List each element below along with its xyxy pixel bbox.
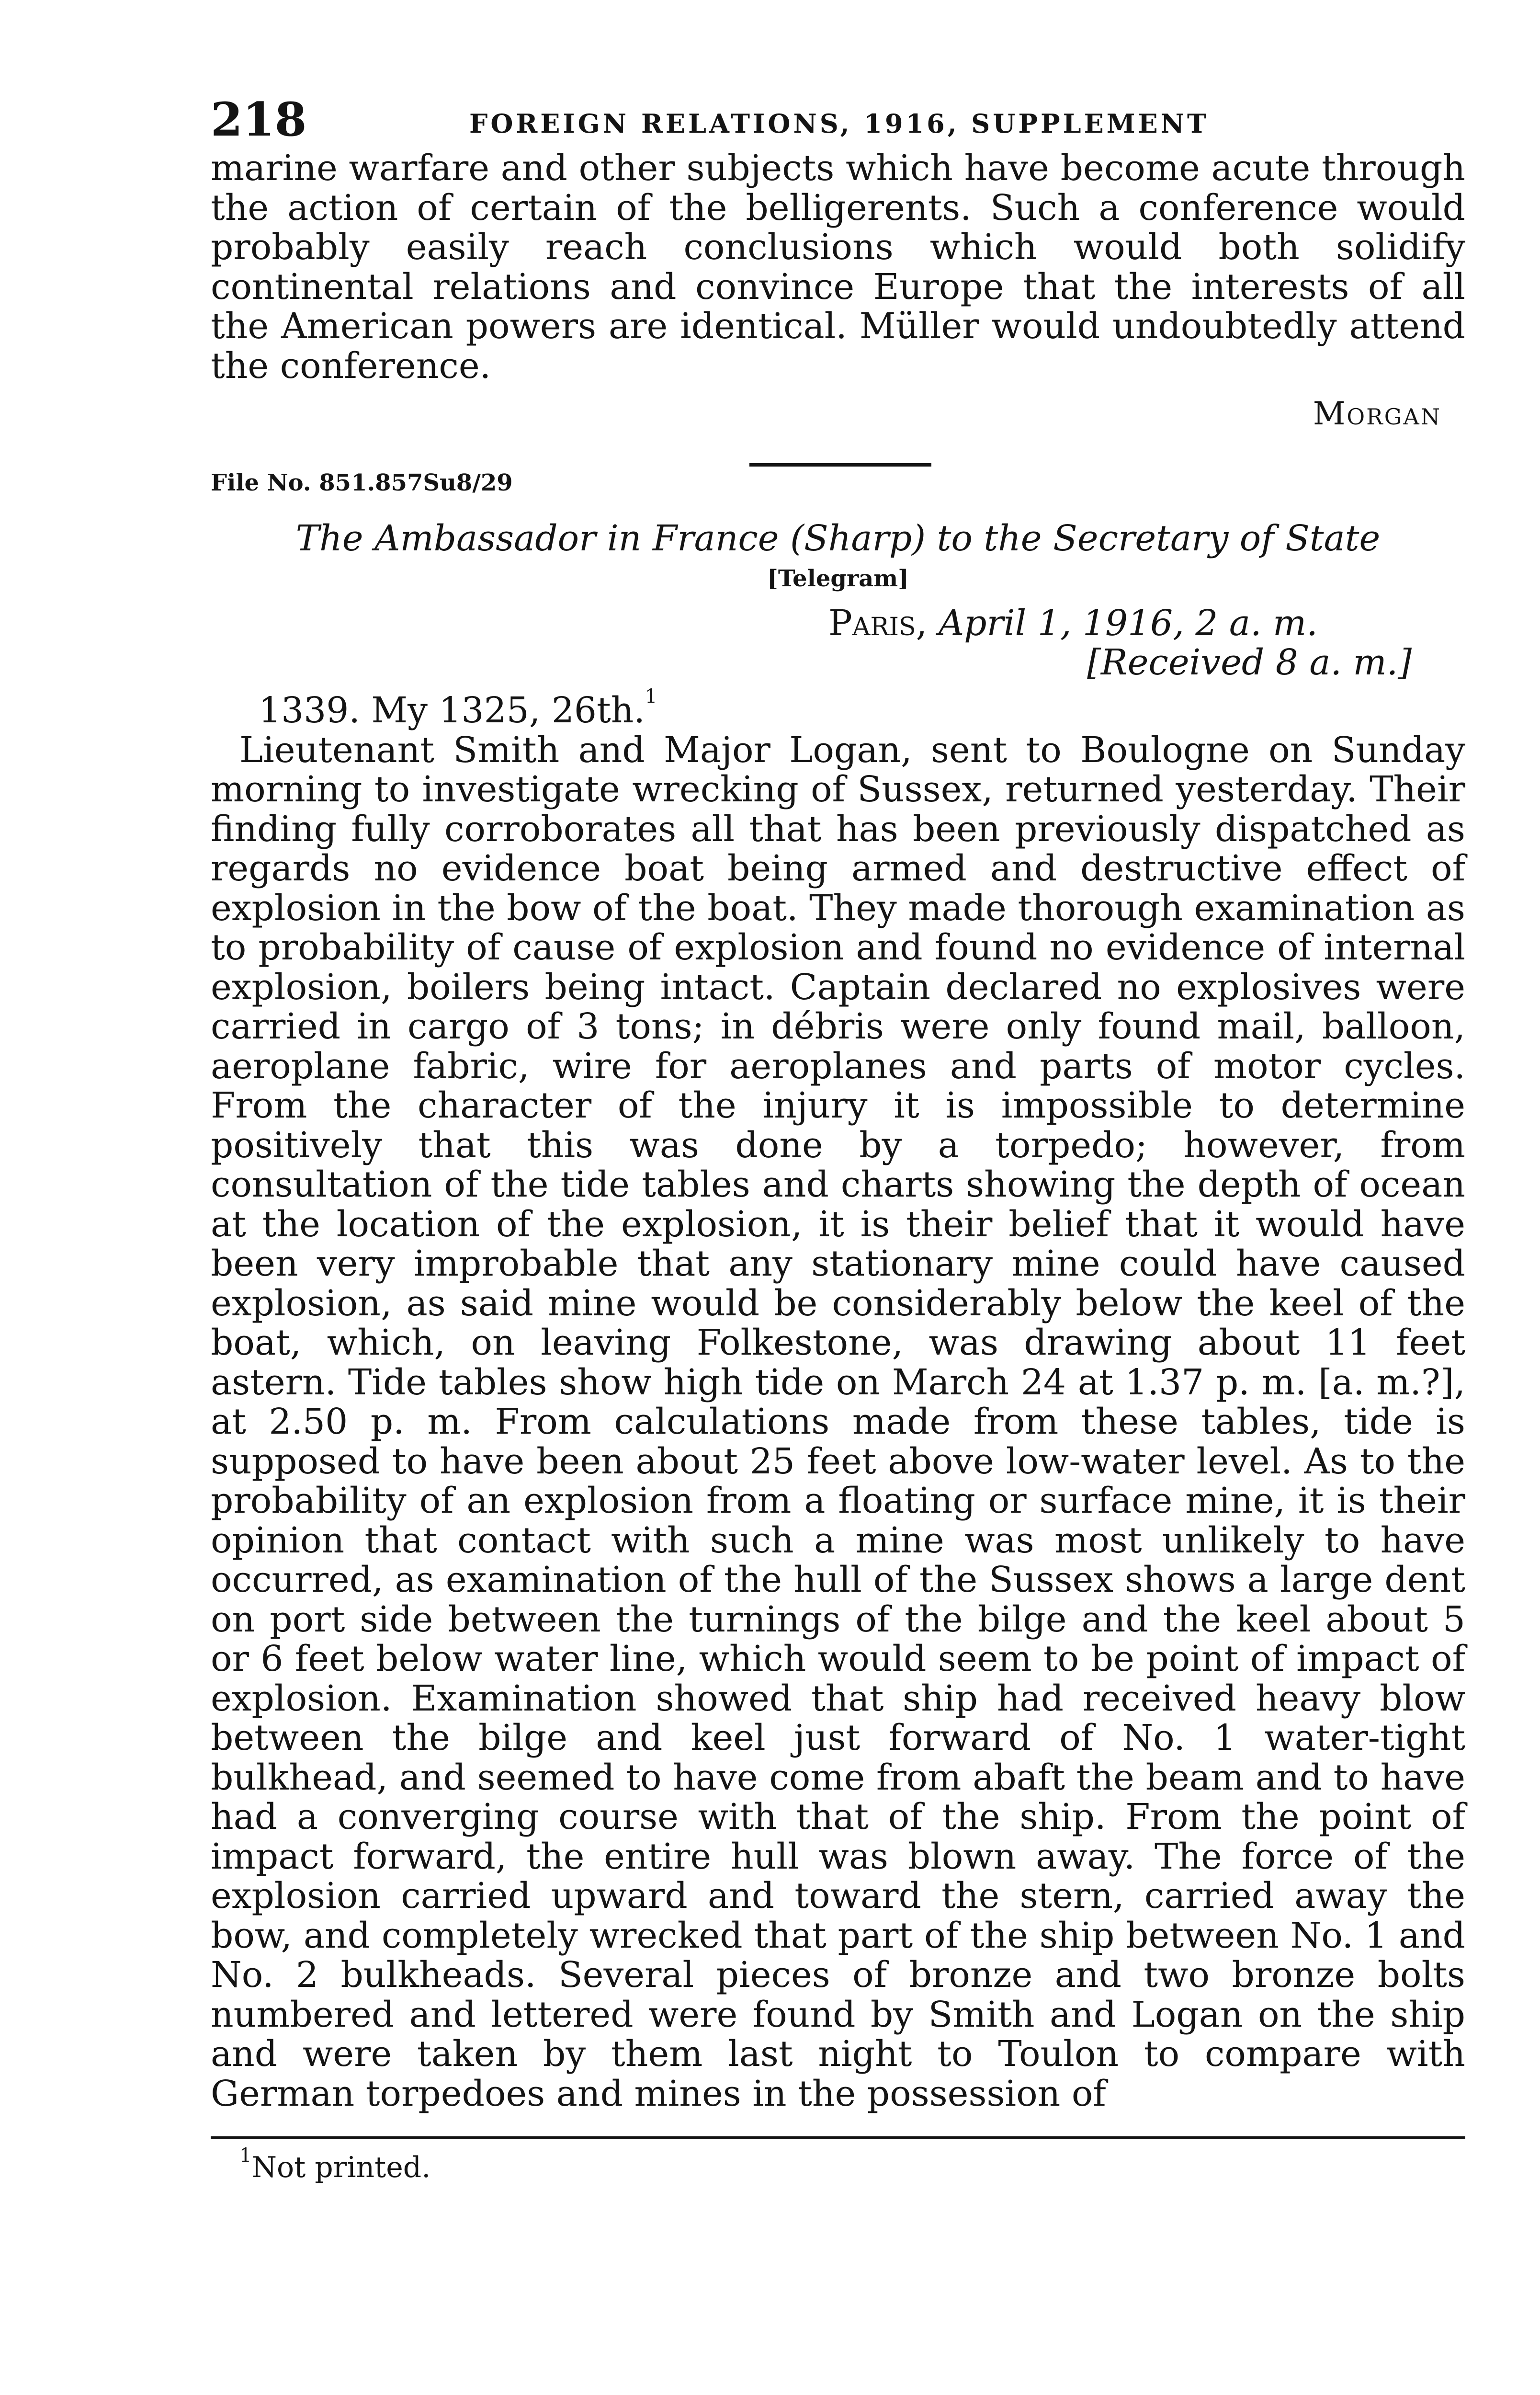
footnote-divider	[211, 2136, 1465, 2139]
running-head	[211, 91, 1465, 148]
dateline-date: April 1, 1916, 2 a. m.	[938, 603, 1318, 644]
footnote-mark: 1	[239, 2144, 252, 2167]
footnote	[239, 2144, 1465, 2185]
signature: Morgan	[1313, 395, 1441, 432]
section-divider	[749, 463, 931, 467]
continuation-paragraph: marine warfare and other subjects which have become acute through the action of certain of the belligerents. Such a conference would probably easily reach conclusions which would both solidify continental relations and convince Europe that the interests of all the American powers are identical. Müller would undoubtedly attend the conference.	[211, 148, 1465, 387]
footnote-text: Not printed.	[251, 2151, 431, 2184]
dateline	[828, 604, 1465, 643]
page	[211, 91, 1465, 2185]
dateline-place: Paris,	[828, 603, 928, 644]
footnote-reference: 1	[645, 685, 657, 707]
file-number: File No. 851.857Su8/29	[211, 469, 513, 496]
opening-text: 1339. My 1325, 26th.	[259, 690, 645, 731]
telegram-body: Lieutenant Smith and Major Logan, sent to Boulogne on Sunday morning to investigate wrecking of Sussex, returned yesterday. Their finding fully corroborates all that has been previously dispatched as regards no evidence boat being armed and destructive effect of explosion in the bow of the boat. They made thorough examination as to probability of cause of explosion and found no evidence of internal explosion, boilers being intact. Captain declared no explosives were carried in cargo of 3 tons; in débris were only found mail, balloon, aeroplane fabric, wire for aeroplanes and parts of motor cycles. From the character of the injury it is impossible to determine positively that this was done by a torpedo; however, from consultation of the tide tables and charts showing the depth of ocean at the location of the explosion, it is their belief that it would have been very improbable that any stationary mine could have caused explosion, as said mine would be considerably below the keel of the boat, which, on leaving Folkestone, was drawing about 11 feet astern. Tide tables show high tide on March 24 at 1.37 p. m. [a. m.?], at 2.50 p. m. From calculations made from these tables, tide is supposed to have been about 25 feet above low-water level. As to the probability of an explosion from a floating or surface mine, it is their opinion that contact with such a mine was most unlikely to have occurred, as examination of the hull of the Sussex shows a large dent on port side between the turnings of the bilge and the keel about 5 or 6 feet below water line, which would seem to be point of impact of explosion. Examination showed that ship had received heavy blow between the bilge and keel just forward of No. 1 water-tight bulkhead, and seemed to have come from abaft the beam and to have had a converging course with that of the ship. From the point of impact forward, the entire hull was blown away. The force of the explosion carried upward and toward the stern, carried away the bow, and completely wrecked that part of the ship between No. 1 and No. 2 bulkheads. Several pieces of bronze and two bronze bolts numbered and lettered were found by Smith and Logan on the ship and were taken by them last night to Toulon to compare with German torpedoes and mines in the possession of	[211, 729, 1465, 2114]
document-heading: The Ambassador in France (Sharp) to the Secretary of State	[295, 518, 1381, 559]
opening-line	[211, 685, 1465, 731]
document-kind: [Telegram]	[767, 565, 909, 592]
page-number: 218	[211, 92, 307, 147]
running-title: FOREIGN RELATIONS, 1916, SUPPLEMENT	[469, 108, 1210, 139]
received-line: [Received 8 a. m.]	[1087, 642, 1412, 683]
